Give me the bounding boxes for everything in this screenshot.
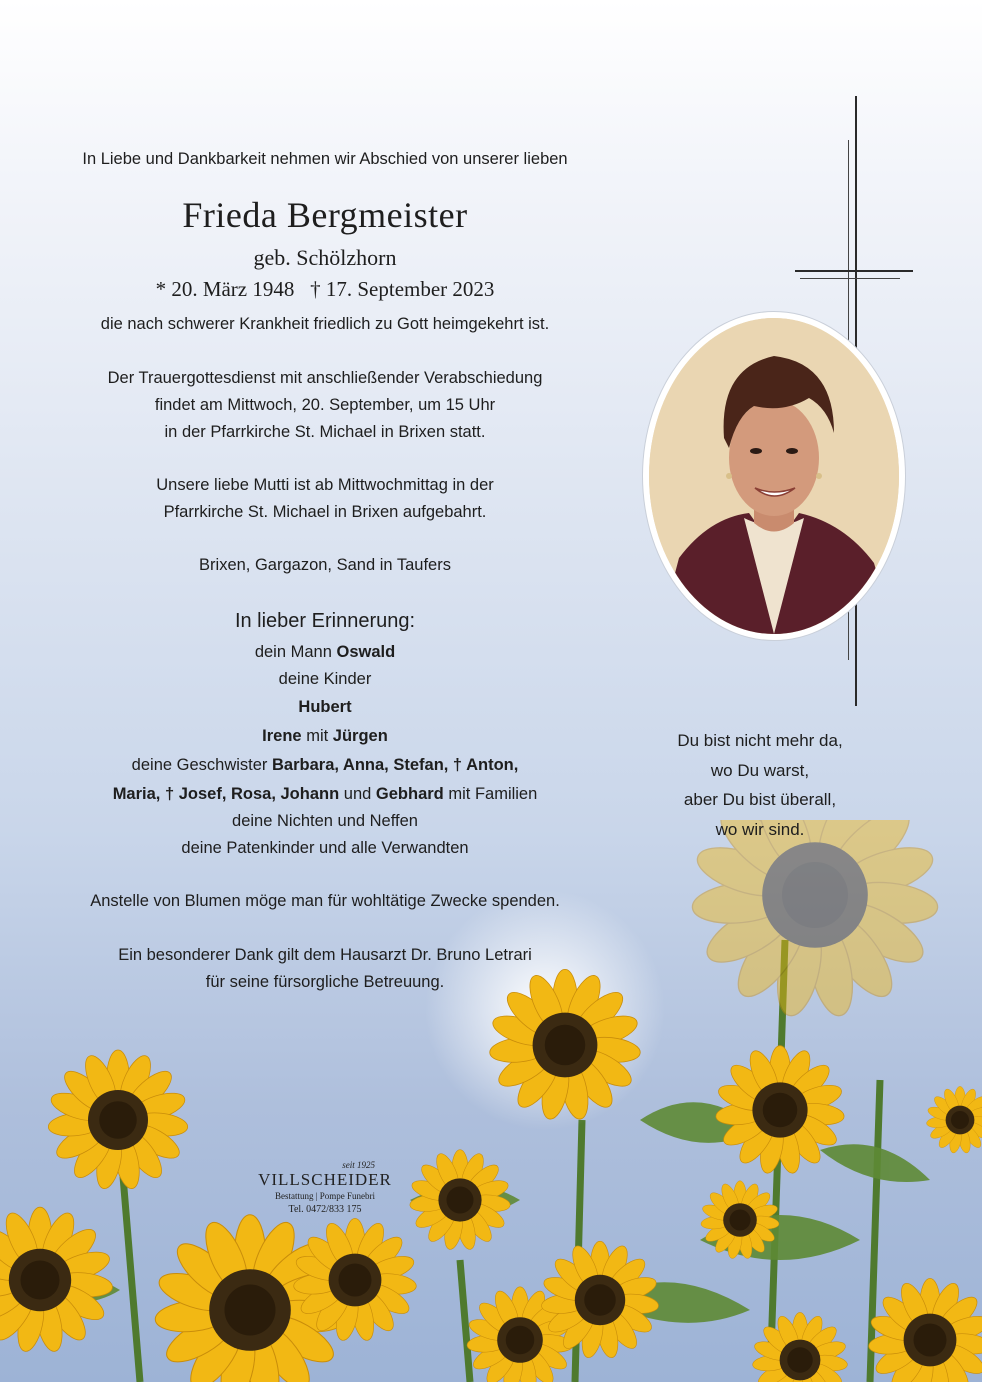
siblings-names-1: Barbara, Anna, Stefan, † Anton,	[272, 756, 519, 774]
quote-line-1: Du bist nicht mehr da,	[677, 731, 843, 750]
siblings-last: Gebhard	[375, 785, 444, 803]
service-line-1: Der Trauergottesdienst mit anschließender Verabschiedung	[107, 369, 543, 387]
logo-phone: Tel. 0472/833 175	[288, 1204, 362, 1215]
memorial-quote	[640, 726, 880, 844]
logo-name: VILLSCHEIDER	[258, 1170, 392, 1189]
portrait-illustration	[649, 318, 899, 634]
viewing-line-2: Pfarrkirche St. Michael in Brixen aufgebahrt.	[163, 503, 487, 521]
children-label: deine Kinder	[278, 670, 372, 688]
deceased-name: Frieda Bergmeister	[182, 195, 468, 235]
funeral-home-logo	[255, 1160, 395, 1218]
siblings-prefix: deine Geschwister	[131, 756, 268, 774]
service-line-3: in der Pfarrkirche St. Michael in Brixen statt.	[164, 423, 486, 441]
husband-name: Oswald	[336, 643, 396, 661]
born-name: geb. Schölzhorn	[253, 245, 397, 270]
child-2-partner: Jürgen	[332, 727, 388, 745]
portrait-photo	[649, 318, 899, 634]
siblings-names-2: Maria, † Josef, Rosa, Johann	[112, 785, 340, 803]
quote-line-2: wo Du warst,	[710, 760, 810, 780]
husband-prefix: dein Mann	[254, 643, 332, 661]
logo-subtitle: Bestattung | Pompe Funebri	[274, 1191, 376, 1201]
siblings-line-2	[40, 781, 610, 808]
cross-beam-inner	[800, 278, 900, 279]
child-2-name: Irene	[262, 727, 302, 745]
intro-line: In Liebe und Dankbarkeit nehmen wir Abschied von unserer lieben	[82, 150, 568, 168]
death-date: † 17. September 2023	[310, 277, 495, 301]
child-2-conj: mit	[306, 727, 329, 745]
nieces-line: deine Nichten und Neffen	[232, 812, 418, 830]
life-dates	[40, 276, 610, 302]
remembrance-heading: In lieber Erinnerung:	[234, 610, 416, 632]
quote-line-3: aber Du bist überall,	[683, 790, 837, 809]
logo-since: seit 1925	[342, 1160, 375, 1170]
quote-line-4: wo wir sind.	[715, 819, 805, 839]
donation-line: Anstelle von Blumen möge man für wohltätige Zwecke spenden.	[90, 892, 560, 910]
godchildren-line: deine Patenkinder und alle Verwandten	[181, 839, 469, 857]
places-line: Brixen, Gargazon, Sand in Taufers	[199, 556, 451, 574]
child-1	[40, 694, 610, 721]
siblings-suffix: mit Familien	[448, 785, 538, 803]
husband-line	[40, 639, 610, 666]
child-1-name: Hubert	[298, 698, 352, 716]
thanks-line-2: für seine fürsorgliche Betreuung.	[205, 973, 445, 991]
siblings-line-1	[40, 752, 610, 779]
passing-line: die nach schwerer Krankheit friedlich zu Gott heimgekehrt ist.	[100, 315, 550, 333]
thanks-line-1: Ein besonderer Dank gilt dem Hausarzt Dr. Bruno Letrari	[118, 946, 532, 964]
service-line-2: findet am Mittwoch, 20. September, um 15 Uhr	[154, 396, 496, 414]
cross-beam	[795, 270, 913, 272]
viewing-line-1: Unsere liebe Mutti ist ab Mittwochmittag in der	[156, 476, 494, 494]
child-2-line	[40, 723, 610, 750]
birth-date: * 20. März 1948	[155, 277, 295, 301]
siblings-and: und	[343, 785, 372, 803]
